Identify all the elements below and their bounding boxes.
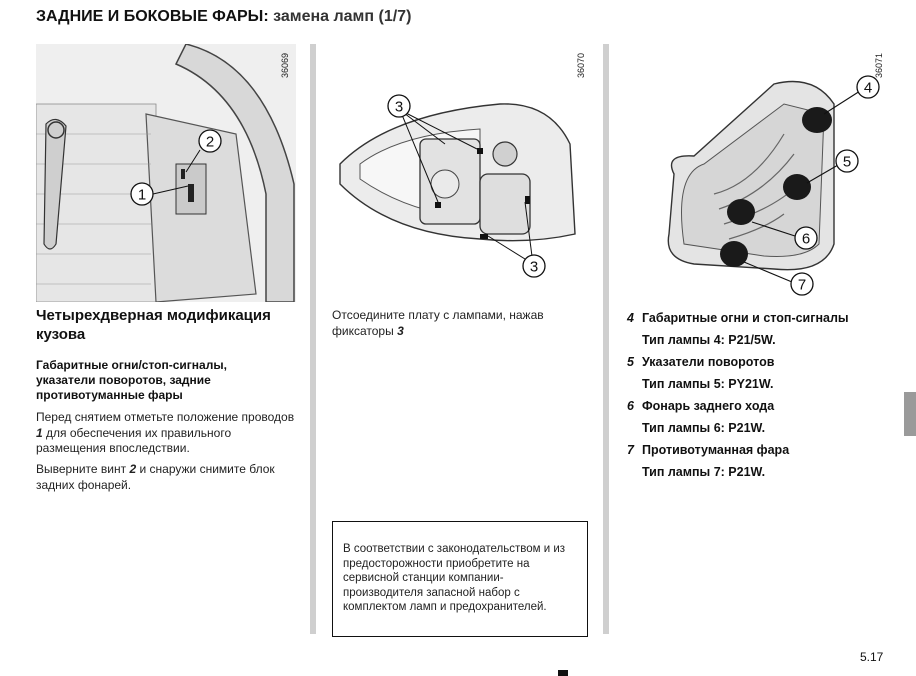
lamp-4-type: Тип лампы 4: P21/5W. [642,333,776,347]
callout-3-top: 3 [394,98,404,116]
figure-tail-light [330,44,592,302]
paragraph-wires-text-b: для обеспечения их правильного размещения впоследствии. [36,425,232,455]
column-divider-right [603,44,609,634]
figure-bulb-board [624,44,890,302]
title-sub: замена ламп (1/7) [273,8,412,25]
callout-5: 5 [842,153,852,171]
paragraph-screw-text-a: Выверните винт [36,462,127,476]
instruction-disconnect [332,308,590,339]
instruction-text: Отсоедините плату с лампами, нажав фиксаторы [332,308,544,338]
callout-7: 7 [797,276,807,294]
title-main: ЗАДНИЕ И БОКОВЫЕ ФАРЫ: [36,8,269,25]
figure-number-36069: 36069 [280,52,290,78]
lamp-item-6 [627,395,897,439]
lamp-item-4 [627,307,897,351]
paragraph-wires-ref: 1 [36,425,43,440]
lamp-5-number: 5 [627,355,634,369]
paragraph-screw-text-b: и снаружи снимите блок задних фонарей. [36,462,275,492]
page-number: 5.17 [860,650,884,664]
lamp-5-name: Указатели поворотов [642,355,775,369]
lamp-5-type: Тип лампы 5: PY21W. [642,377,774,391]
lamp-6-number: 6 [627,399,634,413]
paragraph-screw [36,462,298,493]
callout-4: 4 [863,79,873,97]
footer-mark [558,670,568,676]
paragraph-screw-ref: 2 [129,462,137,476]
lamp-6-name: Фонарь заднего хода [642,399,775,413]
paragraph-wires [36,410,298,457]
lamp-4-number: 4 [627,311,634,325]
callout-3-bottom: 3 [529,258,539,276]
notice-text: В соответствии с законодательством и из предосторожности приобретите на сервисной станции компании-производителя запасной набор с комплектом ламп и предохранителей. [343,543,566,613]
lamp-item-7 [627,439,897,483]
paragraph-wires-text-a: Перед снятием отметьте положение проводов [36,410,295,424]
lamp-4-name: Габаритные огни и стоп-сигналы [642,311,849,325]
page-title [36,8,411,26]
notice-box [332,521,588,637]
figure-number-36070: 36070 [576,52,586,78]
instruction-ref: 3 [397,323,404,338]
lamp-item-5 [627,351,897,395]
figure-number-36071: 36071 [874,52,884,78]
lamp-7-name: Противотуманная фара [642,443,790,457]
section-heading: Четырехдверная модификация кузова [36,307,271,343]
lamp-7-type: Тип лампы 7: P21W. [642,465,766,479]
callout-6: 6 [801,230,811,248]
column-divider-left [310,44,316,634]
callout-2: 2 [205,133,215,151]
chapter-tab [904,392,916,436]
lamp-list [627,307,897,483]
lamp-7-number: 7 [627,443,634,457]
callout-1: 1 [137,186,147,204]
lamp-6-type: Тип лампы 6: P21W. [642,421,766,435]
section-subheading: Габаритные огни/стоп-сигналы, указатели поворотов, задние противотуманные фары [36,358,227,402]
figure-trunk-interior [36,44,296,302]
